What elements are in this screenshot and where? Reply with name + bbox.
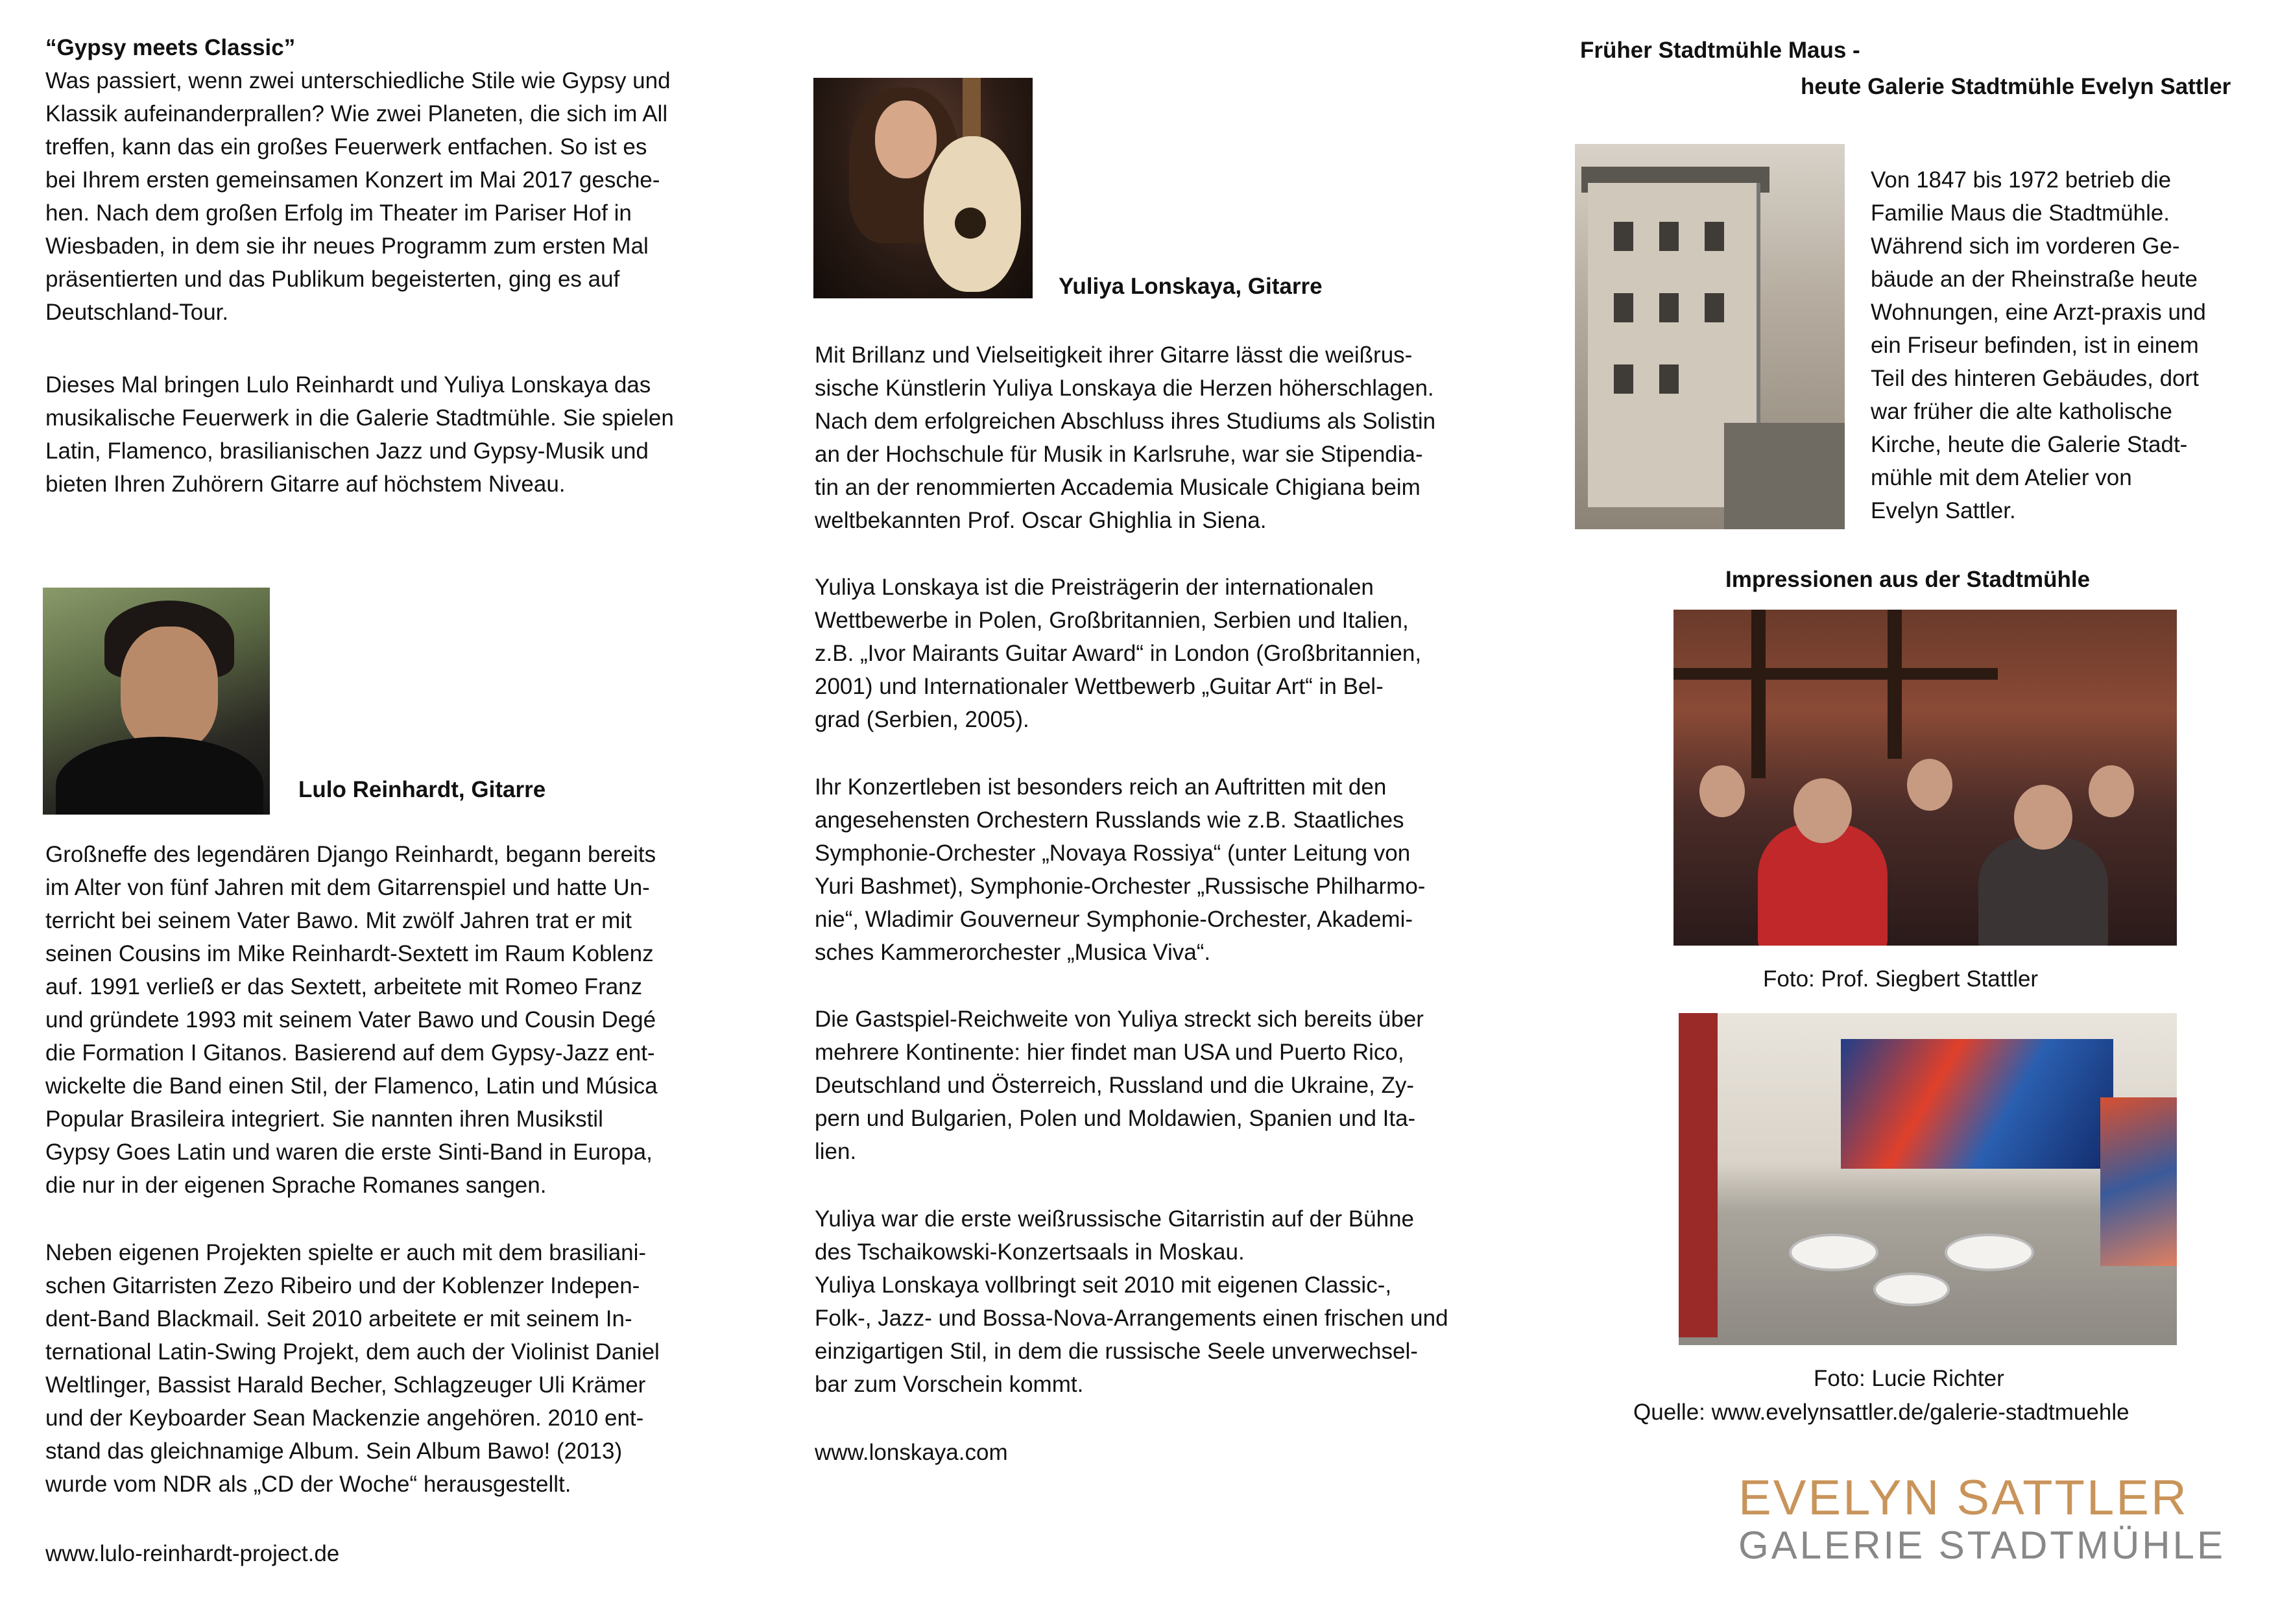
- text-line: bei Ihrem ersten gemeinsamen Konzert im Mai 2017 gesche-: [45, 167, 660, 193]
- program-paragraph: [45, 368, 674, 501]
- text-line: mühle mit dem Atelier von: [1871, 465, 2132, 490]
- text-line: bieten Ihren Zuhörern Gitarre auf höchstem Niveau.: [45, 472, 566, 497]
- yuliya-bio-paragraph-2: [815, 571, 1421, 736]
- lulo-reinhardt-photo: [43, 588, 270, 815]
- lulo-bio2-paragraph: [45, 1236, 660, 1501]
- text-line: Folk-, Jazz- und Bossa-Nova-Arrangements einen frischen und: [815, 1306, 1448, 1331]
- text-line: des Tschaikowski-Konzertsaals in Moskau.: [815, 1239, 1245, 1265]
- text-line: terricht bei seinem Vater Bawo. Mit zwölf Jahren trat er mit: [45, 908, 632, 933]
- text-line: bar zum Vorschein kommt.: [815, 1372, 1084, 1397]
- text-line: dent-Band Blackmail. Seit 2010 arbeitete er mit seinem In-: [45, 1306, 632, 1331]
- text-line: Familie Maus die Stadtmühle.: [1871, 200, 2170, 226]
- text-line: die nur in der eigenen Sprache Romanes sangen.: [45, 1173, 547, 1198]
- yuliya-caption: Yuliya Lonskaya, Gitarre: [1059, 274, 1323, 299]
- text-line: Dieses Mal bringen Lulo Reinhardt und Yuliya Lonskaya das: [45, 372, 651, 398]
- text-line: präsentierten und das Publikum begeisterten, ging es auf: [45, 267, 620, 292]
- text-line: nie“, Wladimir Gouverneur Symphonie-Orchester, Akademi-: [815, 907, 1413, 932]
- text-line: Yuri Bashmet), Symphonie-Orchester „Russische Philharmo-: [815, 874, 1426, 899]
- text-line: pern und Bulgarien, Polen und Moldawien, Spanien und Ita-: [815, 1106, 1416, 1131]
- yuliya-bio-paragraph-3: [815, 770, 1425, 969]
- text-line: Während sich im vorderen Ge-: [1871, 233, 2180, 259]
- text-line: an der Hochschule für Musik in Karlsruhe, war sie Stipendia-: [815, 442, 1423, 467]
- gallery-atelier-photo: [1679, 1013, 2177, 1345]
- text-line: Von 1847 bis 1972 betrieb die: [1871, 167, 2172, 193]
- text-line: Wettbewerbe in Polen, Großbritannien, Serbien und Italien,: [815, 608, 1409, 633]
- history-heading-line2: heute Galerie Stadtmühle Evelyn Sattler: [1801, 74, 2231, 99]
- text-line: Die Gastspiel-Reichweite von Yuliya streckt sich bereits über: [815, 1007, 1424, 1032]
- text-line: Teil des hinteren Gebäudes, dort: [1871, 366, 2199, 391]
- text-line: Symphonie-Orchester „Novaya Rossiya“ (unter Leitung von: [815, 841, 1411, 866]
- gallery-concert-photo: [1673, 610, 2177, 946]
- text-line: ein Friseur befinden, ist in einem: [1871, 333, 2199, 358]
- text-line: einzigartigen Stil, in dem die russische Seele unverwechsel-: [815, 1339, 1418, 1364]
- impressions-title: Impressionen aus der Stadtmühle: [1725, 567, 2091, 592]
- text-line: Gypsy Goes Latin und waren die erste Sinti-Band in Europa,: [45, 1140, 653, 1165]
- text-line: mehrere Kontinente: hier findet man USA und Puerto Rico,: [815, 1040, 1404, 1065]
- text-line: Wohnungen, eine Arzt-praxis und: [1871, 300, 2206, 325]
- text-line: Wiesbaden, in dem sie ihr neues Programm zum ersten Mal: [45, 233, 649, 259]
- text-line: war früher die alte katholische: [1871, 399, 2172, 424]
- galerie-stadtmuehle-logo: GALERIE STADTMÜHLE: [1738, 1523, 2226, 1567]
- text-line: weltbekannten Prof. Oscar Ghighlia in Siena.: [815, 508, 1267, 533]
- text-line: treffen, kann das ein großes Feuerwerk entfachen. So ist es: [45, 134, 647, 160]
- text-line: Was passiert, wenn zwei unterschiedliche Stile wie Gypsy und: [45, 68, 671, 93]
- text-line: Yuliya Lonskaya ist die Preisträgerin der internationalen: [815, 575, 1374, 600]
- text-line: Klassik aufeinanderprallen? Wie zwei Planeten, die sich im All: [45, 101, 668, 126]
- text-line: und gründete 1993 mit seinem Vater Bawo und Cousin Degé: [45, 1007, 656, 1033]
- photo2-credit: Foto: Lucie Richter: [1814, 1366, 2004, 1391]
- text-line: Yuliya war die erste weißrussische Gitarristin auf der Bühne: [815, 1206, 1415, 1232]
- text-line: z.B. „Ivor Mairants Guitar Award“ in London (Großbritannien,: [815, 641, 1422, 666]
- text-line: Großneffe des legendären Django Reinhardt, begann bereits: [45, 842, 656, 867]
- text-line: sches Kammerorchester „Musica Viva“.: [815, 940, 1211, 965]
- stadtmuehle-historic-photo: [1575, 144, 1845, 529]
- intro-paragraph: [45, 64, 671, 329]
- text-line: Deutschland-Tour.: [45, 300, 229, 325]
- text-line: grad (Serbien, 2005).: [815, 707, 1029, 732]
- text-line: und der Keyboarder Sean Mackenzie angehören. 2010 ent-: [45, 1405, 644, 1431]
- text-line: Mit Brillanz und Vielseitigkeit ihrer Gitarre lässt die weißrus-: [815, 342, 1413, 368]
- evelyn-sattler-logo: EVELYN SATTLER: [1738, 1470, 2189, 1525]
- text-line: seinen Cousins im Mike Reinhardt-Sextett im Raum Koblenz: [45, 941, 654, 966]
- text-line: auf. 1991 verließ er das Sextett, arbeitete mit Romeo Franz: [45, 974, 643, 999]
- text-line: im Alter von fünf Jahren mit dem Gitarrenspiel und hatte Un-: [45, 875, 650, 900]
- text-line: Neben eigenen Projekten spielte er auch mit dem brasiliani-: [45, 1240, 647, 1265]
- text-line: lien.: [815, 1139, 857, 1164]
- text-line: wickelte die Band einen Stil, der Flamenco, Latin und Música: [45, 1073, 658, 1099]
- text-line: Nach dem erfolgreichen Abschluss ihres Studiums als Solistin: [815, 409, 1436, 434]
- yuliya-bio-paragraph-4: [815, 1003, 1424, 1168]
- text-line: angesehensten Orchestern Russlands wie z.B. Staatliches: [815, 807, 1404, 833]
- text-line: stand das gleichnamige Album. Sein Album Bawo! (2013): [45, 1439, 623, 1464]
- yuliya-website-link[interactable]: www.lonskaya.com: [815, 1440, 1008, 1465]
- text-line: Deutschland und Österreich, Russland und die Ukraine, Zy-: [815, 1073, 1415, 1098]
- text-line: schen Gitarristen Zezo Ribeiro und der Koblenzer Indepen-: [45, 1273, 640, 1298]
- text-line: ternational Latin-Swing Projekt, dem auch der Violinist Daniel: [45, 1339, 660, 1365]
- text-line: musikalische Feuerwerk in die Galerie Stadtmühle. Sie spielen: [45, 405, 674, 431]
- text-line: bäude an der Rheinstraße heute: [1871, 267, 2198, 292]
- text-line: Evelyn Sattler.: [1871, 498, 2016, 523]
- text-line: Ihr Konzertleben ist besonders reich an Auftritten mit den: [815, 774, 1387, 800]
- yuliya-lonskaya-photo: [813, 78, 1033, 298]
- concert-heading: “Gypsy meets Classic”: [45, 35, 296, 60]
- yuliya-bio-paragraph-5: [815, 1202, 1448, 1401]
- yuliya-bio-paragraph-1: [815, 339, 1435, 537]
- history-heading-line1: Früher Stadtmühle Maus -: [1580, 38, 1860, 63]
- text-line: sische Künstlerin Yuliya Lonskaya die Herzen höherschlagen.: [815, 376, 1434, 401]
- lulo-bio-paragraph: [45, 838, 658, 1202]
- source-credit: Quelle: www.evelynsattler.de/galerie-stadtmuehle: [1633, 1400, 2129, 1425]
- text-line: die Formation I Gitanos. Basierend auf dem Gypsy-Jazz ent-: [45, 1040, 655, 1066]
- lulo-website-link[interactable]: www.lulo-reinhardt-project.de: [45, 1541, 340, 1566]
- text-line: hen. Nach dem großen Erfolg im Theater im Pariser Hof in: [45, 200, 632, 226]
- text-line: Yuliya Lonskaya vollbringt seit 2010 mit eigenen Classic-,: [815, 1272, 1392, 1298]
- text-line: Weltlinger, Bassist Harald Becher, Schlagzeuger Uli Krämer: [45, 1372, 646, 1398]
- lulo-caption: Lulo Reinhardt, Gitarre: [298, 777, 546, 802]
- text-line: Popular Brasileira integriert. Sie nannten ihren Musikstil: [45, 1106, 603, 1132]
- text-line: 2001) und Internationaler Wettbewerb „Guitar Art“ in Bel-: [815, 674, 1384, 699]
- text-line: Latin, Flamenco, brasilianischen Jazz und Gypsy-Musik und: [45, 438, 649, 464]
- text-line: Kirche, heute die Galerie Stadt-: [1871, 432, 2188, 457]
- text-line: tin an der renommierten Accademia Musicale Chigiana beim: [815, 475, 1421, 500]
- text-line: wurde vom NDR als „CD der Woche“ herausgestellt.: [45, 1472, 571, 1497]
- photo1-credit: Foto: Prof. Siegbert Stattler: [1763, 966, 2039, 992]
- history-paragraph: [1871, 163, 2206, 527]
